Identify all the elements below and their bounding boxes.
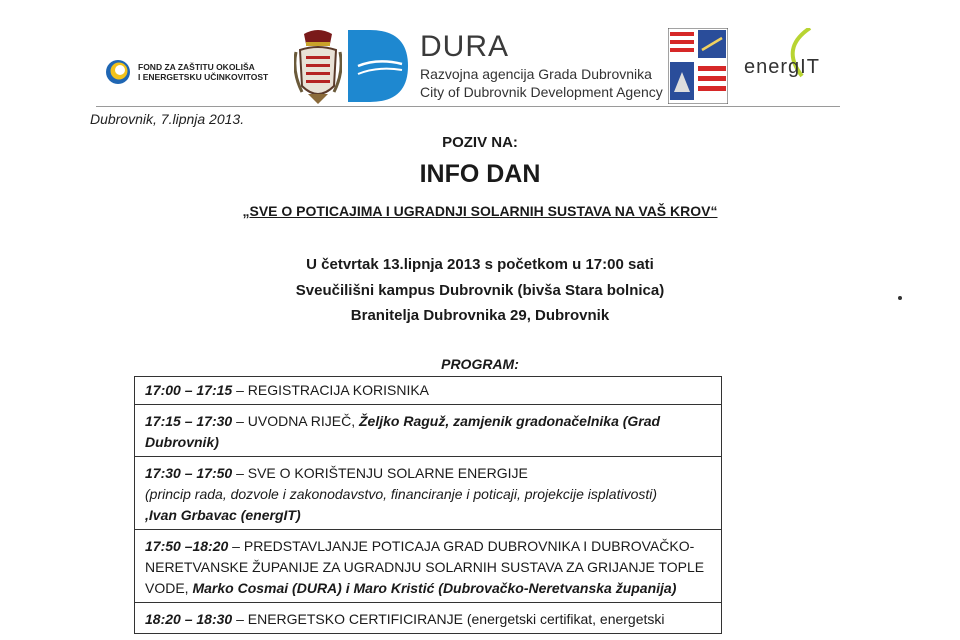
event-venue: Sveučilišni kampus Dubrovnik (bivša Stara bolnica) [295,282,665,299]
program-time: 17:00 – 17:15 [145,382,233,398]
document-date: Dubrovnik, 7.lipnja 2013. [90,111,245,127]
energit-wordmark: energIT [744,56,820,78]
dura-subtitle-hr: Razvojna agencija Grada Dubrovnika [420,66,652,82]
program-speaker: Marko Cosmai (DURA) i Maro Kristić (Dubrovačko-Neretvanska županija) [192,580,677,596]
fzoeu-logo-block [104,58,268,86]
fzoeu-emblem-icon [104,58,132,86]
program-time: 17:50 –18:20 [145,538,229,554]
program-speaker: ,Ivan Grbavac (energIT) [145,507,301,523]
program-time: 17:15 – 17:30 [145,413,233,429]
program-row [135,377,721,405]
event-address: Branitelja Dubrovnika 29, Dubrovnik [350,307,610,324]
program-time: 18:20 – 18:30 [145,611,233,627]
program-table [134,376,722,634]
invitation-label: POZIV NA: [442,134,518,151]
program-row [135,460,721,530]
fzoeu-name-line2: I ENERGETSKU UČINKOVITOST [138,72,269,82]
program-row [135,408,721,457]
program-heading: PROGRAM: [441,356,519,372]
stray-mark [898,296,902,300]
event-title: INFO DAN [419,160,541,188]
program-row [135,533,721,603]
program-detail: (princip rada, dozvole i zakonodavstvo, financiranje i poticaji, projekcije isplativosti) [145,486,658,502]
program-title: – REGISTRACIJA KORISNIKA [232,382,430,398]
letterhead [0,0,960,110]
dura-title: DURA [420,30,510,63]
event-subtitle: „SVE O POTICAJIMA I UGRADNJI SOLARNIH SUSTAVA NA VAŠ KROV“ [242,203,718,219]
program-time: 17:30 – 17:50 [145,465,233,481]
county-coat-of-arms-icon [668,28,728,104]
event-date-time: U četvrtak 13.lipnja 2013 s početkom u 17:00 sati [306,256,654,273]
program-speaker: Željko Raguž, zamjenik gradonačelnika (Grad Dubrovnik) [145,413,661,450]
program-title: – ENERGETSKO CERTIFICIRANJE (energetski certifikat, energetski [232,611,665,627]
program-row [135,606,721,634]
dura-logo-icon [348,30,408,102]
header-divider [96,106,840,107]
program-title: – UVODNA RIJEČ, [232,413,359,429]
fzoeu-name-line1: FOND ZA ZAŠTITU OKOLIŠA [138,62,255,72]
dura-subtitle-en: City of Dubrovnik Development Agency [420,84,663,100]
dubrovnik-coat-of-arms-icon [294,28,342,106]
program-title: – SVE O KORIŠTENJU SOLARNE ENERGIJE [232,465,528,481]
program-title: – PREDSTAVLJANJE POTICAJA GRAD DUBROVNIKA I DUBROVAČKO-NERETVANSKE ŽUPANIJE ZA UGRADNJU SOLARNIH SUSTAVA ZA GRIJANJE TOPLE VODE, [145,538,705,596]
